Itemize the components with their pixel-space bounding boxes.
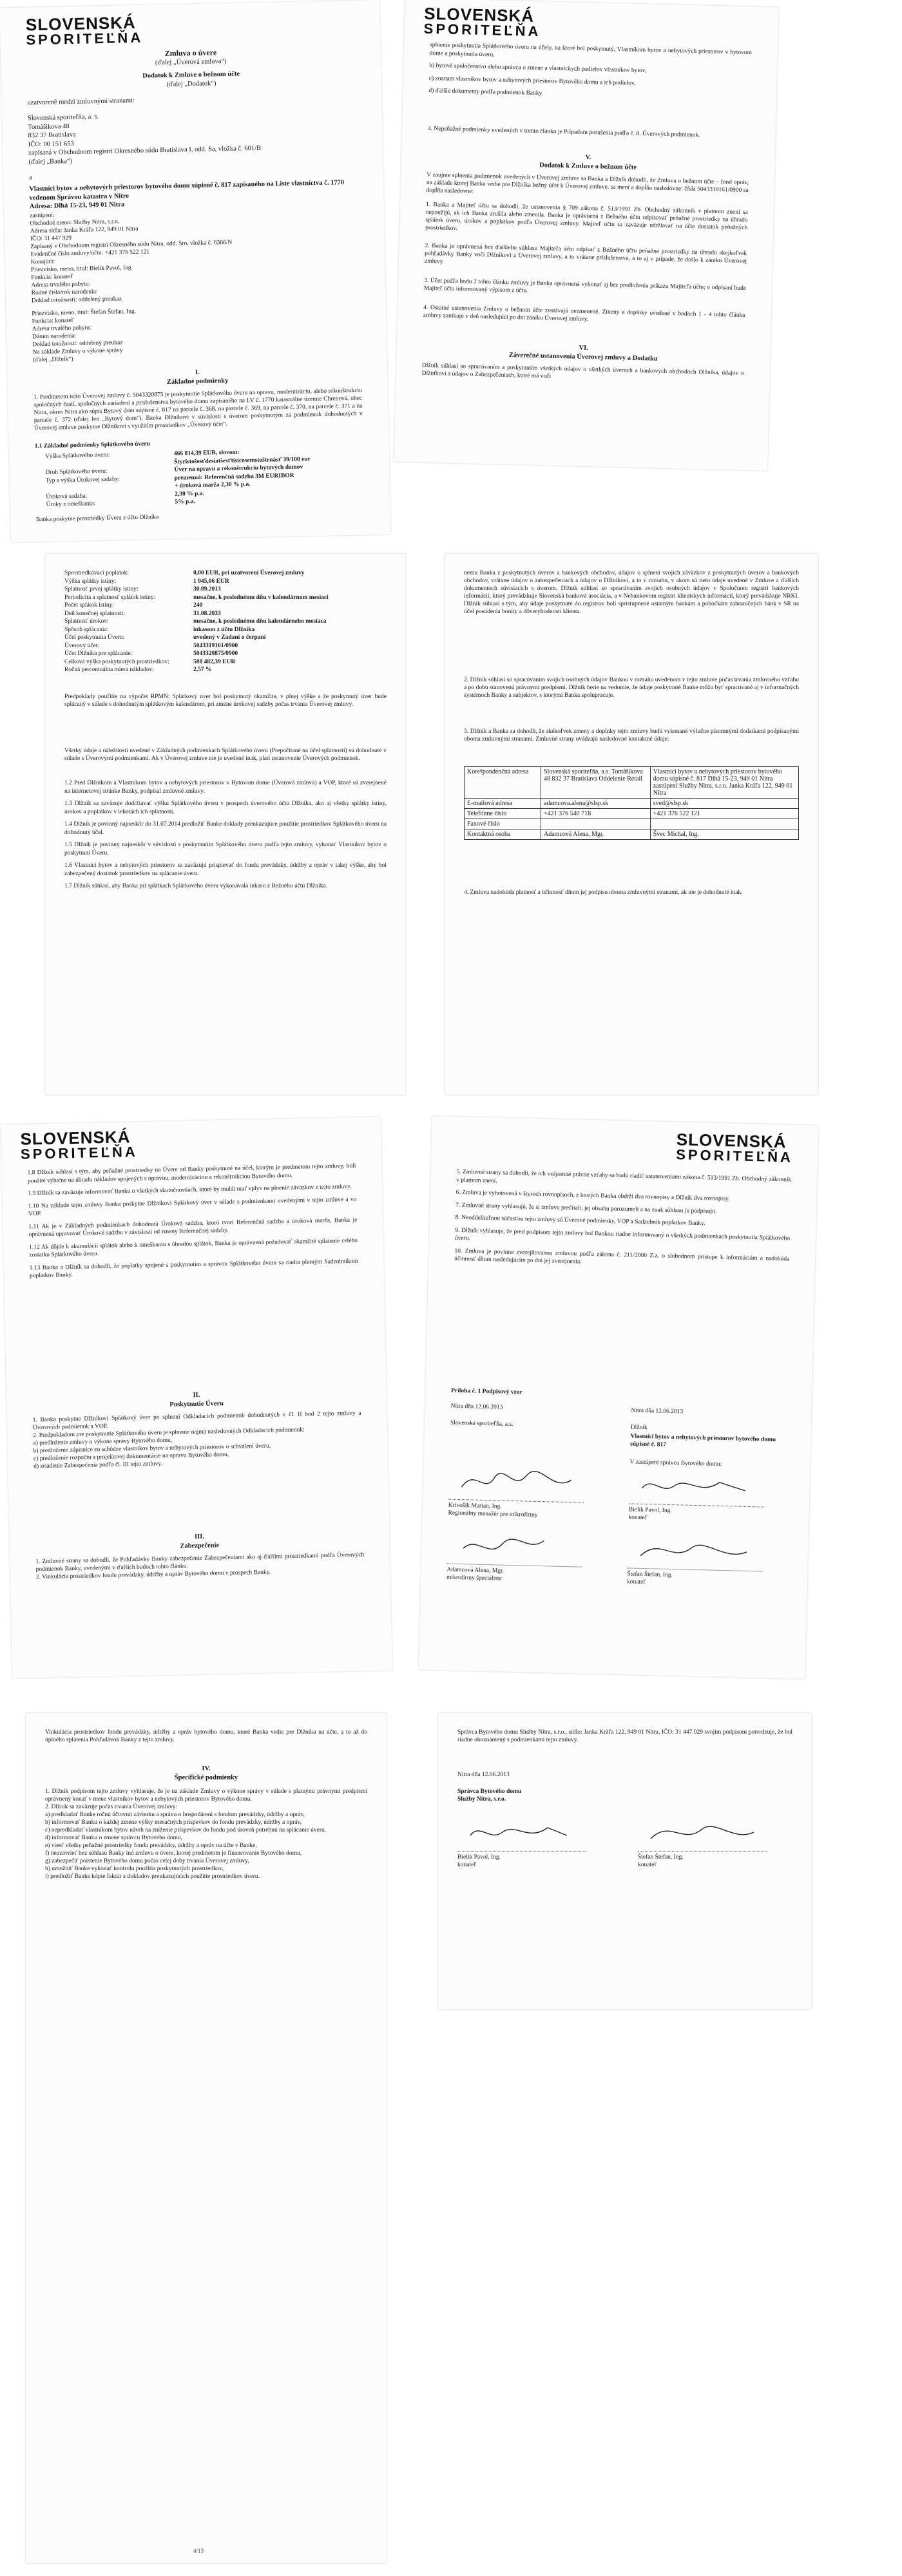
administrator-name: Správca Bytového domu Služby Nitra, s.r.o. <box>457 1788 522 1803</box>
section-5-item-3: 3. Účet podľa bodu 2 tohto článku zmluvy je Banka oprávnená vykonať aj bez predloženia príkazu Majiteľa účtu; o odpísaní bude Majiteľ účtu informovaný výpisom z účtu. <box>423 277 747 294</box>
table-cell: Kontaktná osoba <box>465 829 541 840</box>
table-cell: E-mailová adresa <box>465 799 541 809</box>
article-1-tail: Banka poskytne prostriedky Úveru z účtu Dlžníka <box>35 514 159 524</box>
basic-terms-table <box>45 446 369 509</box>
table-cell: Vlastníci bytov a nebytových priestorov bytového domu súpisné č. 817 Dlhá 15-23, 949 01 Nitra zastúpení Služby Nitra, s.r.o. Janka Kráľa 122, 949 01 Nitra <box>650 767 798 799</box>
consent-text-4: 4. Zmluva nadobúda platnosť a účinnosť dňom jej podpisu oboma zmluvnými stranami, ak nie je dohodnuté inak. <box>464 889 743 896</box>
bank-block: Slovenská sporiteľňa, a. s. Tomášikova 48 832 37 Bratislava IČO: 00 151 653 zapísaná v Obchodnom registri Okresného súdu Bratislava I, odd. Sa, vložka č. 601/B (ďalej „Banka“) <box>27 113 262 166</box>
place-date-left: Nitra dňa 12.06.2013 <box>450 1403 503 1411</box>
section-5-title: Dodatok k Zmluve o bežnom účte <box>539 162 637 171</box>
list-item: 1.7 Dlžník súhlasí, aby Banka pri splátkach Splátkového úveru vykonávala inkaso z Bežného účtu Dlžníka. <box>64 883 328 889</box>
terms-items-2 <box>28 1162 359 1285</box>
loan-terms-table <box>64 569 387 674</box>
page-2 <box>394 0 778 471</box>
terms-key: Sprostredkúvací poplatok: <box>64 570 129 576</box>
terms-key: Splatnosť úrokov: <box>64 618 109 625</box>
signature-4 <box>634 1533 763 1569</box>
terms-row <box>64 658 387 667</box>
terms-key: Úroková sadzba: <box>46 493 88 500</box>
signer-1: Krivošík Marian, Ing. Regionálny manažér pre mikrofirmy <box>448 1502 538 1519</box>
table-row <box>465 809 799 819</box>
brand-logo: SLOVENSKÁ SPORITEĽŇA <box>20 1127 139 1162</box>
terms-key: Úroky z omeškania: <box>46 500 96 508</box>
list-item: 1.3 Dlžník sa zaväzuje dodržiavať výšku Splátkového úveru v prospech úverového účtu Dlžníka, ako aj všetky splátky istiny, úrokov a poplatkov v lehotách ich splatnosti. <box>64 800 387 815</box>
terms-row <box>64 610 387 618</box>
section-5-item-2: 2. Banka je oprávnená bez ďalšieho súhlasu Majiteľa účtu odpísať z Bežného účtu peňažné prostriedky na úhradu akejkoľvek pohľadávky Banky voči Dlžníkovi z Úverovej zmluvy, a to vrátane príslušenstva, a to aj v prípade, že došlo k zániku Úverovej zmluvy. <box>424 242 747 265</box>
terms-key: Výška splátky istiny: <box>64 578 117 585</box>
section-3-body: 1. Zmluvné strany sa dohodli, že Pohľadávky Banky zabezpečenie Zabezpečeniami ako aj ďalšími prostriedkami podľa Úverových podmienok Banky, uvedenými v ďalších bodoch tohto článku. 2. Vinkulácia prostriedkov fondu prevádzky, údržby a opráv Bytového domu v prospech Banky. <box>35 1551 365 1581</box>
terms-key: Účel poskytnutia Úveru: <box>64 634 125 641</box>
section-3-title: Zabezpečenie <box>180 1542 220 1550</box>
dodatok-subtitle: (ďalej „Dodatok“) <box>166 80 216 88</box>
list-item: 7. Zmluvné strany vyhlasujú, že si zmluvu prečítali, jej obsahu porozumeli a na znak súhlasu ju podpisujú. <box>456 1202 717 1215</box>
signature-1 <box>455 1464 584 1500</box>
table-cell: Faxové číslo <box>465 819 541 829</box>
signature-3 <box>454 1529 583 1564</box>
section-2-number: II. <box>193 1391 200 1399</box>
sign-line-6 <box>638 1851 767 1852</box>
page2-list <box>428 41 752 108</box>
article-1: 1. Predmetom tejto Úverovej zmluvy č. 5043320875 je poskytnutie Splátkového úveru na opravu, modernizáciu, alebo rekonštrukciu spoločných častí, spoločných zariadení a príslušenstva bytového domu zapísaného na LV č. 1770 katastrálne územie Chrenová, obec Nitra, okres Nitra ako súpis Bytový dom súpisné č. 817 na parcele č. 368, na parcele č. 369, na parcele č. 370, na parcele č. 371 a na parcele č. 372 (ďalej len „Bytový dom“). Banka Dlžníkovi v súvislosti s úverom poskytnutým za podmienok dohodnutých v Úverovej zmluve poskytne Dlžníkovi s využitím prostriedkov „Úverový účet“. <box>33 387 363 432</box>
place-date: Nitra dňa 12.06.2013 <box>457 1772 510 1778</box>
terms-row <box>64 650 387 658</box>
table-cell: sved@slsp.sk <box>650 799 798 809</box>
table-row <box>465 819 799 829</box>
page-5 <box>1 1117 392 1678</box>
terms-value: 5043320875/0900 <box>193 650 238 657</box>
terms-row <box>64 594 387 602</box>
contract-title: Zmluva o úvere <box>164 48 217 58</box>
terms-value: inkasom z účtu Dlžníka <box>193 626 255 633</box>
consent-text-2: 2. Dlžník súhlasí so spracúvaním svojich osobných údajov Bankou v rozsahu uvedenom v tejto zmluve počas trvania zmluvného vzťahu a po dobu stanovenú právnymi predpismi. Dlžník berie na vedomie, že údaje poskytnuté Banke môžu byť spracúvané aj v informačných systémoch Banky a subjektov, s ktorými Banka spolupracuje. <box>464 677 799 699</box>
rpmn-text: Predpoklady pouľitie na výpočet RPMN: Splátkový úver bol poskytnutý okamžite, v plnej výške a že poskytnutý úver bude splácaný v súlade s dohodnutým splátkovým kalendárom, pri zmene úrokovej sadzby počas trvania Úverovej zmluvy. <box>64 694 387 708</box>
terms-row <box>64 569 387 578</box>
table-row <box>465 767 799 799</box>
administrator-label: V zastúpení správcu Bytového domu: <box>629 1459 722 1468</box>
administrator-confirmation: Správca Bytového domu Služby Nitra, s.r.o., sídlo: Janka Kráľa 122, 949 01 Nitra, IČO: 31 447 929 svojim podpisom potvrdzuje, že bol riadne oboznámený s podmienkami tejto zmluvy. <box>457 1729 792 1743</box>
terms-value: 31.08.2033 <box>193 610 221 617</box>
list-item: 1.12 Ak dôjde k akumulácii splátok alebo k omeškaniu s úhradou splátok, Banka je oprávnená požadovať okamžité splatenie celého zostatku Splátkového úveru. <box>28 1237 358 1259</box>
table-row <box>465 829 799 840</box>
section-2-title: Poskytnutie Úveru <box>169 1400 224 1408</box>
section-5-body: V záujme splnenia podmienok uvedených v Úverovej zmluve sa Banka a Dlžník dohodli, že Zmluva o bežnom účte – fond opráv, na základe ktorej Banka vedie pre Dlžníka bežný účet k Úverovej zmluve, sa mení a dopĺňa nasledovne: čísla 5043319161/0900 sa dopĺňa nasledovne: <box>426 171 749 195</box>
terms-key: Spôsob splácania: <box>64 626 109 633</box>
terms-value: 588 482,39 EUR <box>193 658 236 665</box>
terms-value: 2,30 % p.a. <box>175 490 205 498</box>
signer-2: Bielik Pavol, Ing. konateľ <box>628 1506 672 1522</box>
terms-items <box>64 779 387 895</box>
signer-3: Adamcová Alena, Mgr. mikrofirmy špecialista <box>446 1566 504 1582</box>
section-5-item-1: 1. Banka a Majiteľ účtu sa dohodli, že ustanovenia § 709 zákona č. 513/1991 Zb. Obchodný zákonník v platnom znení sa nepoužijú, ak ich Banka zrušila alebo zmenila. Banka je oprávnená z Bežného účtu odpisovať peňažné prostriedky na úhradu splátok úveru, úrokov a poplatkov podľa Úverovej zmluvy. Majiteľ účtu sa zaväzuje udržiavať na účte dostatok peňažných prostriedkov. <box>425 201 749 232</box>
section-4-body: 1. Dlžník podpisom tejto zmluvy vyhlasuje, že je na základe Zmluvy o výkone správy v súlade s platnými právnymi predpismi oprávnený konať v mene vlastníkov bytov a nebytových priestorov Bytového domu. 2. Dlžník sa zaväzuje počas trvania Úverovej zmluvy: a) predkladať Banke ročnú účtovnú závierku a správu o hospodárení s fondom prevádzky, údržby a opráv, b) informovať Banku o každej zmene výšky mesačných príspevkov do fondu prevádzky, údržby a opráv, c) nepredkladať vlastníkom bytov návrh na zníženie príspevkov do fondu pod úroveň potrebnú na splácanie úveru, d) informovať Banku o zmene správcu Bytového domu, e) viesť všetky peňažné prostriedky fondu prevádzky, údržby a opráv na účte v Banke, f) neuzavrieť bez súhlasu Banky inú zmluvu o úvere, ktorej predmetom je financovanie Bytového domu, g) zabezpečiť poistenie Bytového domu počas celej doby trvania Úverovej zmluvy, h) umožniť Banke vykonať kontrolu použitia poskytnutých prostriedkov, i) predložiť Banke kópie faktúr a dokladov preukazujúcich použitie prostriedkov úveru. <box>45 1788 367 1880</box>
table-cell <box>650 819 798 829</box>
section-3-number: III. <box>194 1533 205 1541</box>
terms-key: Splatnosť prvej splátky istiny: <box>64 586 139 592</box>
terms-value: 240 <box>193 602 203 609</box>
debtor-desc: Vlastníci bytov a nebytových priestorov bytového domu súpisné č. 817 <box>630 1433 776 1448</box>
place-date-right: Nitra dňa 12.06.2013 <box>631 1407 684 1416</box>
section-4-title: Špecifické podmienky <box>174 1774 238 1781</box>
page-3 <box>45 554 406 1095</box>
section-5-number: V. <box>585 153 591 162</box>
section-4-number: IV. <box>202 1765 211 1772</box>
page-8 <box>438 1713 812 2009</box>
vinkulacia-intro: Vinkulácia prostriedkov fondu prevádzky, údržby a opráv bytového domu, ktoré Banka vedie pre Dlžníka na účte, a to až do úplného splatenia Pohľadávok Banky z tejto zmluvy. <box>45 1729 367 1743</box>
list-item: 1.2 Pred Dlžníkom a Vlastníkom bytov a nebytových priestorov v Bytovom dome (Úverová zmluva) a VOP, ktoré sú zverejnené na internetovej stránke Banky, podpísal zmluvné zmluvy. <box>64 780 387 795</box>
list-item: 1.5 Dlžník je povinný najneskôr v súvislosti s poskytnutím Splátkového úveru podľa tejto zmluvy, vykonať Vlastníkov bytov o poskytnutí Úveru. <box>64 842 387 857</box>
table-cell: +421 376 522 121 <box>650 809 798 819</box>
terms-key: Ročná percentuálna miera nákladov: <box>64 667 155 673</box>
terms-value: 2,57 % <box>193 667 212 673</box>
terms-value: + úroková marža 2,30 % p.a. <box>174 481 251 489</box>
terms-row <box>64 601 387 610</box>
table-cell: Korešpondenčná adresa <box>465 767 541 799</box>
page-7 <box>26 1713 387 2563</box>
consent-text: nemu Banka z poskytnutých úverov a bankových obchodov, údajov o splnení svojich záväzkov z poskytnutých úverov a bankových obchodov, vrátane údajov o zabezpečeniach a údajov o Dlžníkovi, a to v rozsahu, v akom sú tieto údaje uvedené v Zmluve a ďalších dokumentoch súvisiacich s úverom. Dlžník súhlasí so spracúvaním svojich osobných údajov v Spoločnom registri bankových informácií, ktorý prevádzkuje Slovenská banková asociácia, a v Nebankovom registri klientskych informácií, ktorý prevádzkuje NRKI. Dlžník súhlasí s tým, aby údaje poskytnuté do registrov boli sprístupnené ostatným bankám a pobočkám zahraničných bánk v SR na účel posúdenia bonity a dôveryhodnosti klienta. <box>464 570 799 615</box>
consent-text-3: 3. Dlžník a Banka sa dohodli, že akékoľvek zmeny a doplnky tejto zmluvy budú vykonané výlučne písomnými dodatkami podpísanými oboma zmluvnými stranami. Zmluvné strany uvádzajú nasledovné kontaktné údaje: <box>464 728 799 743</box>
contacts-table <box>464 766 799 840</box>
section-1-title: Základné podmienky <box>166 377 229 386</box>
list-item: 1.13 Banka a Dlžník sa dohodli, že poplatky spojené s poskytnutím a správou Splátkového úveru sa riadia platným Sadzobníkom poplatkov Banky. <box>29 1258 358 1280</box>
terms-key: Výška Splátkového úveru: <box>44 451 110 460</box>
terms-key: Druh Splátkového úveru: <box>45 468 108 476</box>
list-item: 10. Zmluva je povinne zverejňovanou zmluvou podľa zákona č. 211/2000 Z.z. o slobodnom prístupe k informáciám a nadobúda účinnosť dňom nasledujúcim po dni jej zverejnenia. <box>454 1247 790 1265</box>
attachment-1: Príloha č. 1 Podpisový vzor <box>451 1387 523 1396</box>
list-item: d) ďalšie dokumenty podľa podmienok Banky. <box>428 87 544 97</box>
list-item: 1.6 Vlastníci bytov a nebytových priestorov sa zaväzujú prispievať do fondu prevádzky, údržby a opráv v takej výške, aby bol zabezpečený dostatok prostriedkov na splácanie úveru. <box>64 862 387 877</box>
final-items <box>454 1168 792 1276</box>
brand-logo: SLOVENSKÁ SPORITEĽŇA <box>423 3 541 40</box>
table-cell <box>541 819 651 829</box>
terms-value: Štyristošesťdesiatšesťtisícosemstoštrnásť 39/100 eur <box>174 455 311 466</box>
terms-key: Celková výška poskytnutých prostriedkov: <box>64 658 169 665</box>
terms-value: mesačne, k poslednému dňu v kalendárnom mesiaci <box>193 594 329 601</box>
terms-value: 5043319161/0900 <box>193 642 238 649</box>
list-item: 1.8 Dlžník súhlasí s tým, aby peňažné prostriedky na Úvere od Banky poskytnuté na účel, ktorým je predmetom tejto zmluvy, boli použité výlučne na úhradu nákladov spojených s opravou, modernizáciou a rekonštrukciou Bytového domu. <box>27 1162 356 1184</box>
brand-logo: SLOVENSKÁ SPORITEĽŇA <box>25 12 144 48</box>
terms-value: mesačne, k poslednému dňu kalendárneho mesiaca <box>193 618 327 625</box>
list-item: 6. Zmluva je vyhotovená v štyroch rovnopisoch, z ktorých Banka obdrží dva rovnopisy a Dlžník dva rovnopisy. <box>456 1189 730 1203</box>
list-item: 9. Dlžník vyhlasuje, že pred podpisom tejto zmluvy bol Bankou riadne informovaný o všetkých podmienkach poskytnutia Splátkového úveru. <box>454 1227 791 1242</box>
table-cell: +421 376 540 718 <box>541 809 651 819</box>
list-item: 5. Zmluvné strany sa dohodli, že ich vzájomné právne vzťahy sa budú riadiť ustanoveniami zákona č. 513/1991 Zb. Obchodný zákonník v platnom znení. <box>456 1168 792 1184</box>
section-5-item-4: 4. Ostatné ustanovenia Zmluvy o bežnom účte zostávajú nezmenené. Zmeny a doplnky uvedené v bodoch 1 - 4 tohto článku zmluvy zanikajú v deň nasledujúci po dni zániku Úverovej zmluvy. <box>423 304 746 323</box>
signer-5: Bielik Pavol, Ing. konateľ <box>457 1854 501 1868</box>
terms-row <box>64 578 387 586</box>
terms-key: Úverový účet: <box>64 642 100 649</box>
terms-value: 30.09.2013 <box>193 586 221 592</box>
and-text: a <box>28 174 32 182</box>
signature-6 <box>644 1816 760 1848</box>
table-cell: Slovenská sporiteľňa, a.s. Tomášikova 48 832 37 Bratislava Oddelenie Retail <box>541 767 651 799</box>
terms-value: 0,00 EUR, pri uzatvorení Úverovej zmluvy <box>193 570 305 576</box>
terms-key: Účet Dlžníka pre splácanie: <box>64 650 133 657</box>
table-cell: adamcova.alena@slsp.sk <box>541 799 651 809</box>
represented-block: zastúpení: Obchodné meno: Služby Nitra, s.r.o. Adresa sídla: Janka Kráľa 122, 949 01 Nitra IČO: 31 447 929 Zapísaný v Obchodnom registri Okresného súdu Nitra, odd. Sro, vložka č. 6366/N Evidenčné číslo zmluvy/účtu: +421 376 522 121 Konajúci: Priezvisko, meno, titul: Bielik Pavol, Ing. Funkcia: konateľ Adresa trvalého pobytu: Rodné číslo/rok narodenia: Doklad totožnosti: oddelený preukaz <box>30 212 233 305</box>
brand-logo: SLOVENSKÁ SPORITEĽŇA <box>675 1130 794 1166</box>
article-1-1: 1.1 Základné podmienky Splátkového úveru <box>34 440 150 450</box>
table-cell: Telefónne číslo <box>465 809 541 819</box>
page-6 <box>419 1116 819 1679</box>
terms-key: Deň konečnej splatnosti: <box>64 610 125 617</box>
debtor-label: Dlžník <box>630 1424 648 1432</box>
section-1-number: I. <box>195 368 200 377</box>
table-row <box>465 799 799 809</box>
terms-value: 5% p.a. <box>175 498 196 506</box>
terms-row <box>64 634 387 642</box>
section-6-body: Dlžník súhlasí so spracúvaním a poskytnutím všetkých údajov o všetkých úveroch a bankových obchodoch Dlžníka, údajov o Dlžníkovi a údajov o Zabezpečeniach, ktoré má voči <box>421 362 744 380</box>
represented-block-2: Priezvisko, meno, titul: Štefan Štefan, Ing. Funkcia: konateľ Adresa trvalého pobytu: Dátum narodenia: Doklad totožnosti: oddelený preukaz Na základe Zmluvy o výkone správy (ďalej „Dlžník“) <box>32 308 137 364</box>
dodatok-title: Dodatok k Zmluve o bežnom účte <box>142 70 240 80</box>
signature-5 <box>464 1816 580 1848</box>
list-item: 1.11 Ak je v Základných podmienkach dohodnutá Úroková sadzba, ktorú tvorí Referenčná sadzba a úroková marža, Banka je oprávnená upravovať Úrokovú sadzbu v závislosti od zmeny Referenčnej sadzby. <box>28 1217 358 1238</box>
page-1 <box>0 0 391 542</box>
terms-value: 466 814,39 EUR, slovom: <box>173 449 240 457</box>
parties-intro: uzatvorené medzi zmluvnými stranami: <box>27 97 135 107</box>
terms-row <box>64 618 387 626</box>
signer-4: Štefan Štefan, Ing. konateľ <box>626 1571 673 1586</box>
list-item: 1.9 Dlžník sa zaväzuje informovať Banku o všetkých skutočnostiach, ktoré by mohli mať vplyv na plnenie záväzkov z tejto zmluvy. <box>28 1183 352 1197</box>
signer-6: Štefan Štefan, Ing. konateľ <box>638 1854 684 1868</box>
terms-row <box>64 585 387 594</box>
sign-line-5 <box>457 1851 586 1852</box>
para-a: Všetky údaje a náležitosti uvedené v Základných podmienkach Splátkového úveru (Prepočítané na účel splatnosti) sú dohodnuté v súlade s Úverovými podmienkami. Ak v Úverovej zmluve nie je uvedené inak, platí ustanovenie Úverových podmienok. <box>64 748 387 762</box>
page-4 <box>445 554 818 1095</box>
terms-value: premenná: Referenčná sadzba 3M EURIBOR <box>174 472 294 482</box>
table-cell: Švec Michal, Ing. <box>650 829 798 840</box>
section-6-number: VI. <box>579 344 588 352</box>
section-6-title: Záverečné ustanovenia Úverovej zmluvy a Dodatku <box>508 352 658 363</box>
article-4: 4. Nepeňažné podmienky uvedených v tomto článku je Prípadom porušenia podľa č. 8. Úverových podmienok. <box>427 125 700 139</box>
table-cell: Adamcová Alena, Mgr. <box>541 829 651 840</box>
bank-signature-label: Slovenská sporiteľňa, a.s. <box>450 1419 513 1428</box>
list-item: 1.4 Dlžník je povinný najneskôr do 31.07.2014 predložiť Banke doklady preukazujúce použitie prostriedkov Splátkového úveru na dohodnutý účel. <box>64 821 387 836</box>
list-item: splnenie poskytnutia Splátkového úveru na účely, na ktoré bol poskytnutý, Vlastníkom bytov a nebytových priestorov v bytovom dome a poskytnutia úveru, <box>429 41 753 58</box>
list-item: 8. Neoddeliteľnou súčasťou tejto zmluvy sú Úverové podmienky, VOP a Sadzobník poplatkov Banky. <box>455 1214 705 1227</box>
page-number: 4/13 <box>193 2548 204 2554</box>
terms-value: Úver na opravu a rekonštrukciu bytových domov <box>174 464 303 473</box>
terms-value: 1 945,06 EUR <box>193 578 229 585</box>
terms-value: uvedený v Zadaní o čerpaní <box>193 634 266 641</box>
owners-block: Vlastníci bytov a nebytových priestorov bytového domu súpisné č. 817 zapísaného na Liste vlastníctva č. 1770 vedenom Správou katastra v Nitre Adresa: Dlhá 15-23, 949 01 Nitra <box>29 179 345 211</box>
terms-row <box>64 626 387 634</box>
list-item: 1.10 Na základe tejto zmluvy Banka poskytne Dlžníkovi Splátkový úver v súlade s podmienkami uvedenými v tejto zmluve a vo VOP. <box>28 1196 357 1218</box>
signature-2 <box>635 1469 765 1504</box>
list-item: b) bytové spoločenstvo alebo správca o zmene a vlastníckych podielov vlastníkov bytov, <box>429 62 647 75</box>
contract-subtitle: (ďalej „Úverová zmluva“) <box>155 57 227 67</box>
list-item: c) zoznam vlastníkov bytov a nebytových priestorov Bytového domu a ich podielov, <box>428 75 636 87</box>
terms-row <box>64 642 387 650</box>
section-2-body: 1. Banka poskytne Dlžníkovi Splátkový úver po splnení Odkladacích podmienok dohodnutých v čl. II bod 2 tejto zmluvy a Úverových podmienok a VOP. 2. Predpokladom pre poskytnutie Splátkového úveru je splnenie najmä nasledovných Odkladacích podmienok: a) predloženie zmluvy o výkone správy Bytového domu, b) predloženie zápisnice zo schôdze vlastníkov bytov a nebytových priestorov o schválení úveru, c) predloženie rozpočtu a projektovej dokumentácie na opravu Bytového domu, d) zriadenie Zabezpečenia podľa čl. III tejto zmluvy. <box>32 1410 361 1470</box>
terms-key: Periodicita a splatnosť splátok istiny: <box>64 594 156 601</box>
terms-key: Počet splátok istiny: <box>64 602 115 609</box>
terms-row <box>64 666 387 674</box>
terms-key: Typ a výška Úrokovej sadzby: <box>45 476 120 484</box>
